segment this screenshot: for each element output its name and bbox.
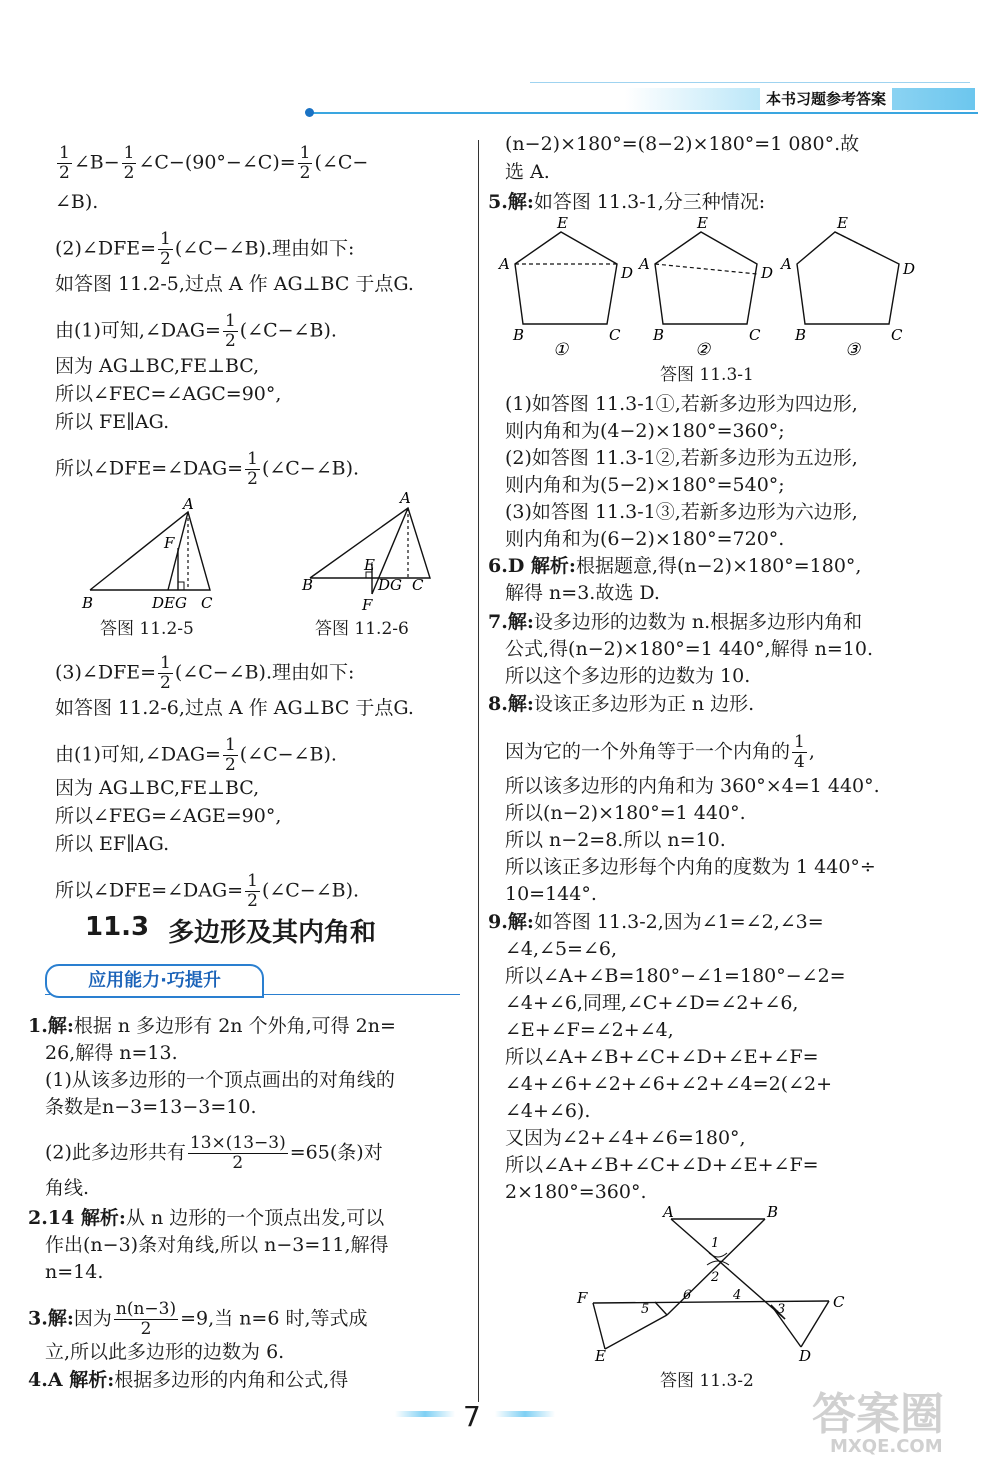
caption-11-2-6: 答图 11.2-6	[315, 619, 409, 639]
left-line-15: 所以 EF∥AG.	[55, 833, 170, 855]
svg-text:4: 4	[733, 1288, 742, 1303]
label-a: A	[400, 489, 411, 507]
label-c: C	[201, 594, 213, 612]
caption-11-3-1: 答图 11.3-1	[660, 365, 754, 385]
label-f: F	[362, 596, 373, 614]
left-line-6: 因为 AG⊥BC,FE⊥BC,	[55, 355, 260, 377]
label-f: F	[164, 534, 175, 552]
svg-text:A: A	[781, 255, 792, 273]
header-thin-rule	[530, 82, 970, 83]
left-line-5: 由(1)可知,∠DAG= $\frac{1}{2}$ (∠C−∠B).	[55, 311, 337, 351]
right-line-21: ∠E+∠F=∠2+∠4,	[505, 1019, 674, 1041]
caption-11-3-2: 答图 11.3-2	[660, 1371, 754, 1391]
right-line-15: 所以 n−2=8.所以 n=10.	[505, 829, 726, 851]
watermark-site: MXQE.COM	[830, 1436, 943, 1457]
q2-line-1: 2.14 解析:从 n 边形的一个顶点出发,可以	[28, 1207, 385, 1229]
column-divider	[478, 140, 479, 1402]
right-line-8: 则内角和为(6−2)×180°=720°.	[505, 528, 785, 550]
right-line-9: 解得 n=3.故选 D.	[505, 582, 660, 604]
fraction-half: $\frac{1}{2}$	[224, 311, 236, 351]
label-e: E	[364, 556, 375, 574]
q3-line-1: 3.解:因为 $\frac{n(n-3)}{2}$ =9,当 n=6 时,等式成	[28, 1299, 368, 1339]
left-line-3: (2)∠DFE= $\frac{1}{2}$ (∠C−∠B).理由如下:	[55, 229, 355, 269]
section-tag: 应用能力·巧提升	[45, 964, 264, 998]
caption-11-2-5: 答图 11.2-5	[100, 619, 194, 639]
right-line-17: 10=144°.	[505, 883, 597, 905]
left-line-10: (3)∠DFE= $\frac{1}{2}$ (∠C−∠B).理由如下:	[55, 653, 355, 693]
svg-text:C: C	[749, 326, 761, 344]
label-circle-2: ②	[695, 340, 711, 360]
right-line-12: 因为它的一个外角等于一个内角的 $\frac{1}{4}$ ,	[505, 732, 815, 772]
left-line-2: ∠B).	[55, 191, 99, 213]
q1-line-6: 角线.	[45, 1177, 90, 1199]
right-line-18: ∠4,∠5=∠6,	[505, 938, 618, 960]
right-line-5: (2)如答图 11.3-1②,若新多边形为五边形,	[505, 447, 858, 469]
q4-line-1: 4.A 解析:根据多边形的内角和公式,得	[28, 1369, 349, 1391]
q1-line-1: 1.解:根据 n 多边形有 2n 个外角,可得 2n=	[28, 1015, 396, 1037]
fraction-half: $\frac{1}{2}$	[123, 143, 135, 183]
left-line-9: 所以∠DFE=∠DAG= $\frac{1}{2}$ (∠C−∠B).	[55, 449, 360, 489]
header-rule	[310, 112, 978, 114]
right-line-1: (n−2)×180°=(8−2)×180°=1 080°.故	[505, 133, 860, 155]
svg-text:5: 5	[641, 1302, 650, 1317]
left-line-16: 所以∠DFE=∠DAG= $\frac{1}{2}$ (∠C−∠B).	[55, 871, 360, 911]
svg-text:E: E	[557, 214, 568, 232]
svg-text:C: C	[891, 326, 903, 344]
q2-line-3: n=14.	[45, 1261, 104, 1283]
fraction-half: $\frac{1}{2}$	[59, 143, 70, 183]
q1-line-4: 条数是n−3=13−3=10.	[45, 1096, 257, 1118]
right-line-4: 则内角和为(4−2)×180°=360°;	[505, 420, 785, 442]
section-title: 多边形及其内角和	[168, 918, 377, 948]
svg-text:D: D	[621, 264, 634, 282]
section-number: 11.3	[85, 912, 150, 942]
left-line-11: 如答图 11.2-6,过点 A 作 AG⊥BC 于点G.	[55, 697, 414, 719]
left-line-8: 所以 FE∥AG.	[55, 411, 170, 433]
fraction-half: $\frac{1}{2}$	[247, 449, 258, 489]
svg-text:3: 3	[777, 1302, 786, 1317]
svg-text:E: E	[697, 214, 708, 232]
svg-text:D: D	[903, 260, 916, 278]
q1-line-2: 26,解得 n=13.	[45, 1042, 178, 1064]
label-c: C	[412, 576, 424, 594]
svg-text:D: D	[761, 264, 774, 282]
fraction-half: $\frac{1}{2}$	[247, 871, 258, 911]
left-line-1: $\frac{1}{2}$ ∠B− $\frac{1}{2}$ ∠C−(90°−∠C)= $\frac{1}{2}$ (∠C−	[59, 143, 369, 183]
q1-line-5: (2)此多边形共有 $\frac{13\times(13-3)}{2}$ =65(条)对	[45, 1133, 383, 1173]
q2-line-2: 作出(n−3)条对角线,所以 n−3=11,解得	[45, 1234, 389, 1256]
fraction-half: $\frac{1}{2}$	[160, 229, 171, 269]
right-line-25: 又因为∠2+∠4+∠6=180°,	[505, 1127, 746, 1149]
right-line-6: 则内角和为(5−2)×180°=540°;	[505, 474, 785, 496]
fraction-q1: $\frac{13\times(13-3)}{2}$	[189, 1133, 286, 1173]
label-b: B	[302, 576, 314, 594]
svg-text:B: B	[795, 326, 807, 344]
left-line-13: 因为 AG⊥BC,FE⊥BC,	[55, 777, 260, 799]
svg-text:B: B	[513, 326, 525, 344]
watermark-logo: 答案圈	[812, 1389, 944, 1440]
q8-line-1: 8.解:设该正多边形为正 n 边形.	[488, 693, 755, 715]
q3-line-2: 立,所以此多边形的边数为 6.	[45, 1341, 285, 1363]
svg-text:D: D	[799, 1347, 812, 1365]
right-line-2: 选 A.	[505, 161, 550, 183]
left-line-4: 如答图 11.2-5,过点 A 作 AG⊥BC 于点G.	[55, 273, 414, 295]
fraction-quarter: $\frac{1}{4}$	[794, 732, 805, 772]
right-line-13: 所以该多边形的内角和为 360°×4=1 440°.	[505, 775, 880, 797]
right-line-11: 所以这个多边形的边数为 10.	[505, 665, 751, 687]
svg-text:E: E	[595, 1347, 606, 1365]
svg-text:2: 2	[711, 1270, 720, 1285]
fraction-half: $\frac{1}{2}$	[299, 143, 311, 183]
header-title: 本书习题参考答案	[760, 88, 892, 110]
right-line-22: 所以∠A+∠B+∠C+∠D+∠E+∠F=	[505, 1046, 819, 1068]
right-line-16: 所以该正多边形每个内角的度数为 1 440°÷	[505, 856, 876, 878]
right-line-3: (1)如答图 11.3-1①,若新多边形为四边形,	[505, 393, 858, 415]
svg-text:A: A	[499, 255, 510, 273]
figure-11-3-2	[575, 1205, 855, 1365]
q9-line-1: 9.解:如答图 11.3-2,因为∠1=∠2,∠3=	[488, 911, 824, 933]
svg-text:A: A	[663, 1205, 674, 1221]
right-line-26: 所以∠A+∠B+∠C+∠D+∠E+∠F=	[505, 1154, 819, 1176]
q6-line-1: 6.D 解析:根据题意,得(n−2)×180°=180°,	[488, 555, 862, 577]
figure-11-2-6	[300, 486, 450, 614]
q7-line-1: 7.解:设多边形的边数为 n.根据多边形内角和	[488, 611, 863, 633]
right-line-20: ∠4+∠6,同理,∠C+∠D=∠2+∠6,	[505, 992, 799, 1014]
label-deg: DEG	[152, 594, 187, 612]
svg-text:B: B	[653, 326, 665, 344]
fraction-half: $\frac{1}{2}$	[160, 653, 171, 693]
svg-text:A: A	[639, 255, 650, 273]
svg-text:C: C	[609, 326, 621, 344]
label-dg: DG	[378, 576, 403, 594]
right-line-7: (3)如答图 11.3-1③,若新多边形为六边形,	[505, 501, 858, 523]
svg-text:1: 1	[711, 1236, 720, 1251]
fraction-half: $\frac{1}{2}$	[224, 735, 236, 775]
label-a: A	[183, 498, 194, 513]
left-line-14: 所以∠FEG=∠AGE=90°,	[55, 805, 282, 827]
svg-text:F: F	[577, 1289, 588, 1307]
right-line-14: 所以(n−2)×180°=1 440°.	[505, 802, 746, 824]
svg-text:E: E	[837, 214, 848, 232]
label-circle-3: ③	[845, 340, 861, 360]
q1-line-3: (1)从该多边形的一个顶点画出的对角线的	[45, 1069, 395, 1091]
label-b: B	[82, 594, 94, 612]
q5-line-1: 5.解:如答图 11.3-1,分三种情况:	[488, 191, 766, 213]
right-line-10: 公式,得(n−2)×180°=1 440°,解得 n=10.	[505, 638, 874, 660]
right-line-23: ∠4+∠6+∠2+∠6+∠2+∠4=2(∠2+	[505, 1073, 832, 1095]
svg-text:C: C	[833, 1293, 845, 1311]
left-line-12: 由(1)可知,∠DAG= $\frac{1}{2}$ (∠C−∠B).	[55, 735, 337, 775]
right-line-24: ∠4+∠6).	[505, 1100, 591, 1122]
page-deco-right	[495, 1411, 555, 1417]
figure-11-3-1	[495, 212, 935, 360]
label-circle-1: ①	[553, 340, 569, 360]
left-line-7: 所以∠FEC=∠AGC=90°,	[55, 383, 282, 405]
page-deco-left	[395, 1411, 455, 1417]
svg-text:6: 6	[683, 1288, 692, 1303]
right-line-27: 2×180°=360°.	[505, 1181, 647, 1203]
figure-11-2-5	[80, 498, 230, 613]
page-number: 7	[463, 1400, 481, 1433]
fraction-q3: $\frac{n(n-3)}{2}$	[115, 1299, 177, 1339]
header-dot-icon	[305, 108, 314, 117]
right-line-19: 所以∠A+∠B=180°−∠1=180°−∠2=	[505, 965, 846, 987]
svg-text:B: B	[767, 1205, 779, 1221]
